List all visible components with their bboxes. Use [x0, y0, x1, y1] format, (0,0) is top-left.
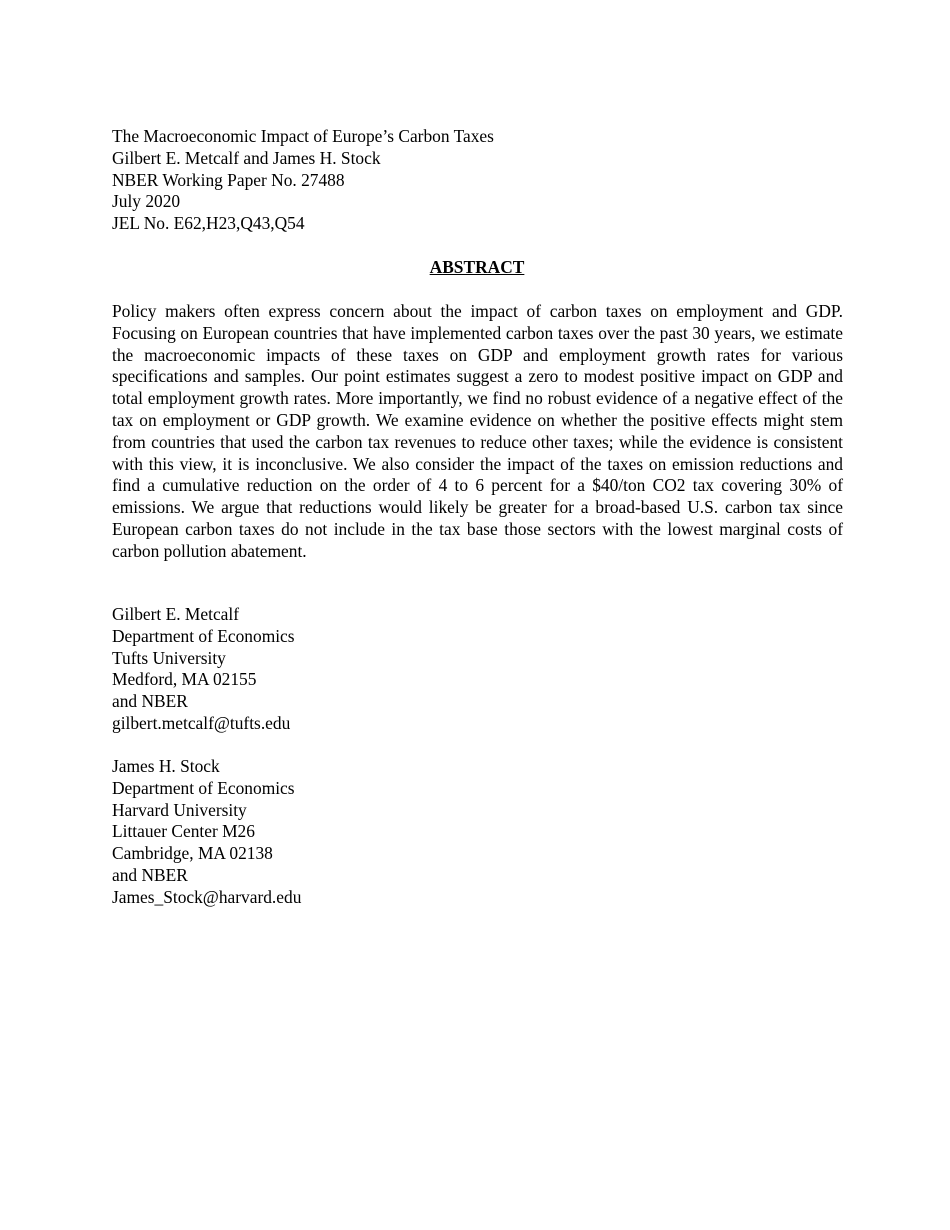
author-department: Department of Economics	[112, 777, 295, 798]
author-email: gilbert.metcalf@tufts.edu	[112, 712, 291, 733]
paper-jel-codes: JEL No. E62,H23,Q43,Q54	[112, 213, 305, 234]
author-building: Littauer Center M26	[112, 821, 255, 842]
author-address-stock	[112, 756, 512, 909]
paper-title: The Macroeconomic Impact of Europe’s Carbon Taxes	[112, 126, 494, 146]
author-institution: Harvard University	[112, 799, 247, 820]
author-city: Cambridge, MA 02138	[112, 843, 273, 864]
author-affiliation: and NBER	[112, 864, 188, 885]
author-affiliation: and NBER	[112, 691, 188, 712]
author-department: Department of Economics	[112, 625, 295, 646]
abstract-heading: ABSTRACT	[429, 257, 525, 277]
author-address-metcalf	[112, 604, 512, 735]
author-city: Medford, MA 02155	[112, 669, 257, 690]
paper-date: July 2020	[112, 191, 181, 212]
paper-series: NBER Working Paper No. 27488	[112, 169, 345, 190]
paper-authors: Gilbert E. Metcalf and James H. Stock	[112, 147, 381, 168]
paper-header	[112, 126, 842, 235]
author-email: James_Stock@harvard.edu	[112, 886, 302, 907]
author-name: Gilbert E. Metcalf	[112, 604, 239, 624]
abstract-text: Policy makers often express concern about the impact of carbon taxes on employment and GDP. Focusing on European countries that have implemented carbon taxes over the past 30 years, we estimate the macroeconomic impacts of these taxes on GDP and employment growth rates for various specifications and samples. Our point estimates suggest a zero to modest positive impact on GDP and total employment growth rates. More importantly, we find no robust evidence of a negative effect of the tax on employment or GDP growth. We examine evidence on whether the positive effects might stem from countries that used the carbon tax revenues to reduce other taxes; while the evidence is consistent with this view, it is inconclusive. We also consider the impact of the taxes on emission reductions and find a cumulative reduction on the order of 4 to 6 percent for a $40/ton CO2 tax covering 30% of emissions. We argue that reductions would likely be greater for a broad-based U.S. carbon tax since European carbon taxes do not include in the tax base those sectors with the lowest marginal costs of carbon pollution abatement.	[112, 301, 843, 561]
author-name: James H. Stock	[112, 756, 220, 776]
author-institution: Tufts University	[112, 647, 226, 668]
